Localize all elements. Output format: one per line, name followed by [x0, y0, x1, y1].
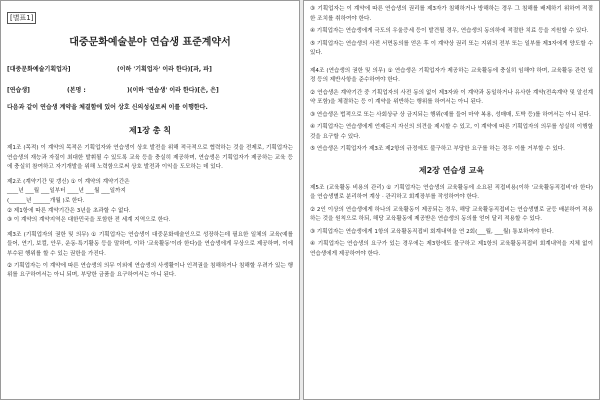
article-2-period: ____년 ___월 ___일부터 ____년 ___월 ___일까지 — [7, 188, 126, 195]
article-3-para-5: ⑤ 기획업자는 연습생의 사전 서면동의를 얻은 후 이 계약상 권리 또는 지위의 전부 또는 일부를 제3자에게 양도할 수 있다. — [310, 40, 593, 56]
article-1: 제1조 (목적) 이 계약의 목적은 기획업자와 연습생이 상호 발전을 위해 적극적으로 협력하는 것을 전제로, 기획업자는 연습생의 재능과 자질이 최대한 발휘될 수 있도록 교육 등을 충실히 제공하며, 연습생은 기획업자가 제공하는 교육 등에 충실히 참여하고 자기개발을 위해 노력함으로써 상호 발전과 이익을 도모하는 데 있다. — [7, 145, 293, 171]
article-4-para-3: ③ 연습생은 법적으로 또는 사회상규 상 금지되는 행위(예를 들어 마약 복용, 성매매, 도박 등)를 하여서는 아니 된다. — [310, 111, 591, 118]
article-4-para-5: ⑤ 연습생은 기획업자가 제3조 제2항의 규정에도 불구하고 부당한 요구를 하는 경우 이를 거부할 수 있다. — [310, 146, 565, 152]
article-5-para-3: ③ 기획업자는 연습생에게 1항의 교육활동직접비 회계내역을 연 2회(___월, ___월) 통보하여야 한다. — [310, 228, 554, 235]
article-3: 제3조 (기획업자의 권한 및 의무) ① 기획업자는 연습생이 대중문화예술인으로 성장하는데 필요한 일체의 교육(예를 들어, 연기, 보컬, 안무, 운동·특기활동 등을 말하며, 이하 '교육활동'이라 한다)을 연습생에게 무상으로 제공하며, 이에 부수된 행위를 할 수 있는 권한을 가진다. — [7, 231, 293, 257]
trainee-real-name: (본명 : — [67, 87, 86, 94]
party-trainee — [7, 85, 293, 94]
article-2-para-2: ② 제1항에 따른 계약기간은 3년을 초과할 수 없다. — [7, 207, 131, 214]
lead-sentence: 다음과 같이 연습생 계약을 체결함에 있어 상호 신의성실로써 이를 이행한다. — [7, 104, 208, 111]
appendix-tag: [별표1] — [7, 12, 36, 24]
right-page — [303, 0, 600, 400]
article-2-head: 제2조 (계약기간 및 갱신) ① 이 계약의 계약기간은 — [7, 178, 130, 185]
article-5-para-2: ② 2인 이상의 연습생에게 하나의 교육활동이 제공되는 경우, 해당 교육활동직접비는 연습생별로 균등 배분하여 적용하는 것을 원칙으로 하되, 해당 교육활동에 제공받은 연습생의 동의를 얻어 달리 적용할 수 있다. — [310, 206, 593, 222]
article-5: 제5조 (교육활동 비용의 관리) ① 기획업자는 연습생의 교육활동에 소요된 직접비용(이하 '교육활동직접비'라 한다)을 연습생별로 분리하여 계상 · 관리하고 회계장부를 작성하여야 한다. — [310, 184, 593, 200]
contract-title: 대중문화예술분야 연습생 표준계약서 — [69, 37, 231, 48]
article-2-para-3: ③ 이 계약의 계약지역은 대한민국을 포함한 전 세계 지역으로 한다. — [7, 217, 171, 224]
article-4-para-4: ④ 기획업자는 연습생에게 언제든지 자신의 의견을 제시할 수 있고, 이 계약에 따른 기획업자의 의무를 성실히 이행할 것을 요구할 수 있다. — [310, 124, 593, 140]
trainee-note: )(이하 '연습생' 이라 한다)[은, 은] — [127, 87, 219, 94]
agency-note: (이하 '기획업자' 이라 한다)[과, 파] — [117, 66, 212, 73]
article-3-para-4: ④ 기획업자는 연습생에게 극도의 우울증세 등이 발견될 경우, 연습생의 동의하에 적절한 치료 등을 지원할 수 있다. — [310, 28, 589, 34]
article-4-para-2: ② 연습생은 계약기간 중 기획업자의 사전 동의 없이 제3자와 이 계약과 동일하거나 유사한 계약(전속계약 및 알선계약 포함)을 체결하는 등 이 계약을 위반하는 행위를 하여서는 아니 된다. — [310, 89, 593, 105]
article-2-duration: (______년 ______개월 )로 한다. — [7, 197, 85, 204]
chapter-2-heading: 제2장 연습생 교육 — [418, 165, 485, 175]
article-3-para-3: ③ 기획업자는 이 계약에 따른 연습생의 권리를 제3자가 침해하거나 방해하는 경우 그 침해를 배제하기 위하여 적절한 조치를 취하여야 한다. — [310, 6, 593, 22]
trainee-label: [연습생] — [7, 87, 30, 94]
chapter-1-heading: 제1장 총 칙 — [128, 126, 172, 135]
agency-label: [대중문화예술기획업자] — [7, 66, 71, 73]
article-4: 제4조 (연습생의 권한 및 의무) ① 연습생은 기획업자가 제공하는 교육활동에 충실히 임해야 하며, 교육활동 관련 일정 등의 제반사항을 준수하여야 한다. — [310, 67, 593, 83]
party-agency — [7, 64, 293, 73]
article-3-para-2: ② 기획업자는 이 계약에 따른 연습생의 의무 이외에 연습생의 사생활이나 인격권을 침해하거나 침해할 우려가 있는 행위를 요구하여서는 아니 되며, 부당한 금품을 요구하여서는 아니 된다. — [7, 262, 293, 279]
article-5-para-4: ④ 기획업자는 연습생의 요구가 있는 경우에는 제3항에도 불구하고 제1항의 교육활동직접비 회계내역을 지체 없이 연습생에게 제공하여야 한다. — [310, 241, 593, 257]
